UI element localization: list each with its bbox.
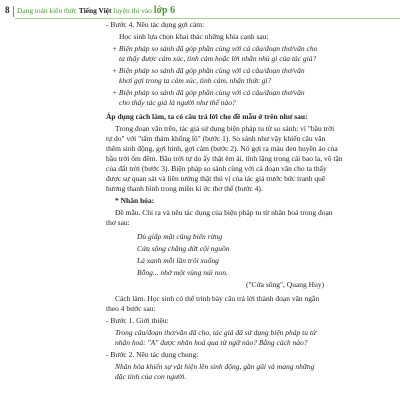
step-line: Trong câu/đoạn thơ/văn đã cho, tác giả đã sử dụng biện pháp tu từ: [115, 328, 317, 337]
method-line: Cách làm. Học sinh có thể trình bày câu trả lời thành đoạn văn ngắn: [115, 294, 320, 303]
paragraph-line: của đất trời (bước 3). Biện pháp so sánh cùng với cả đoạn văn cho ta thấy: [106, 164, 327, 173]
step-line: đặc tính của con người.: [115, 372, 187, 381]
poem-line: Cửa sông chẳng dứt cội nguồn: [137, 244, 230, 253]
bullet-line: + Biện pháp so sánh đã góp phần cùng với cả câu/đoạn thơ/văn: [112, 88, 305, 97]
paragraph-line: hương thanh bình trong miền kí ức thơ thế (bước 4).: [106, 184, 263, 193]
poem-line: Bỗng... nhớ một vùng núi non.: [137, 268, 228, 277]
running-title-subject: Tiếng Việt: [78, 6, 112, 15]
bullet-line: + Biện pháp so sánh đã góp phần cùng với cả câu/đoạn thơ/văn cho: [112, 44, 318, 53]
paragraph-line: thêm sinh động, gợi hình, gợi cảm (bước 2). Nó gợi ra màu đen huyền ảo của: [106, 144, 338, 153]
running-title-prefix: Dạng toán kiến thức: [17, 6, 78, 15]
step-2-heading: - Bước 2. Nêu tác dụng chung:: [106, 350, 199, 359]
method-line: theo 4 bước sau:: [106, 304, 156, 313]
bullet-line: + Biện pháp so sánh đã góp phần cùng với cả câu/đoạn thơ/văn: [112, 66, 305, 75]
section-heading: Áp dụng cách làm, ta có câu trả lời cho đề mẫu ở trên như sau:: [106, 112, 308, 121]
bullet-line: ta thấy được cảm xúc, tình cảm hoặc lời nhắn nhủ gì của tác giả?: [119, 54, 317, 63]
poem-line: Dù giấp mặt cũng biển rừng: [137, 232, 223, 241]
page-number: 8: [5, 5, 10, 15]
paragraph-line: Học sinh lựa chọn khai thác những khía cạnh sau:: [119, 32, 269, 41]
poem-citation: ("Cửa sông", Quang Huy): [246, 280, 325, 289]
bullet-line: khơi gợi trong ta cảm xúc, tình cảm, nhận thức gì?: [119, 76, 272, 85]
running-title-grade: lớp 6: [153, 5, 176, 16]
paragraph-line: bầu trời ốm đêm. Bầu trời tự do ấy thật êm ái, tĩnh lặng trong cái bao la, vô tận: [106, 154, 343, 163]
subsection-heading: * Nhân hóa:: [115, 196, 155, 205]
step-1-heading: - Bước 1. Giới thiệu:: [106, 316, 169, 325]
paragraph-line: tự do" với "tấm thảm khổng lồ" (bước 1). So sánh như vậy khiến câu văn: [106, 134, 326, 143]
exercise-line: Đề mẫu. Chỉ ra và nêu tác dụng của biện pháp tu từ nhân hoá trong đoạn: [115, 208, 333, 217]
poem-line: Lá xanh mỗi lần trôi xuống: [137, 256, 219, 265]
running-title-mid: luyện thi vào: [113, 6, 152, 15]
step-4-heading: - Bước 4. Nêu tác dụng gợi cảm:: [106, 20, 205, 29]
paragraph-line: Trong đoạn văn trên, tác giả sử dụng biện pháp tu từ so sánh: vì "bầu trời: [115, 124, 335, 133]
paragraph-line: được sự quan sát và liên tưởng thật thú vị của tác giả trước bức tranh quê: [106, 174, 326, 183]
bullet-line: cho thấy tác giả là người như thế nào?: [119, 98, 236, 107]
step-line: nhân hoá: "A" được nhân hoá qua từ ngữ nào? Bằng cách nào?: [115, 338, 308, 347]
step-line: Nhân hóa khiến sự vật hiện lên sinh động, gần gũi và mang những: [115, 362, 315, 371]
exercise-line: thơ sau:: [106, 218, 130, 227]
